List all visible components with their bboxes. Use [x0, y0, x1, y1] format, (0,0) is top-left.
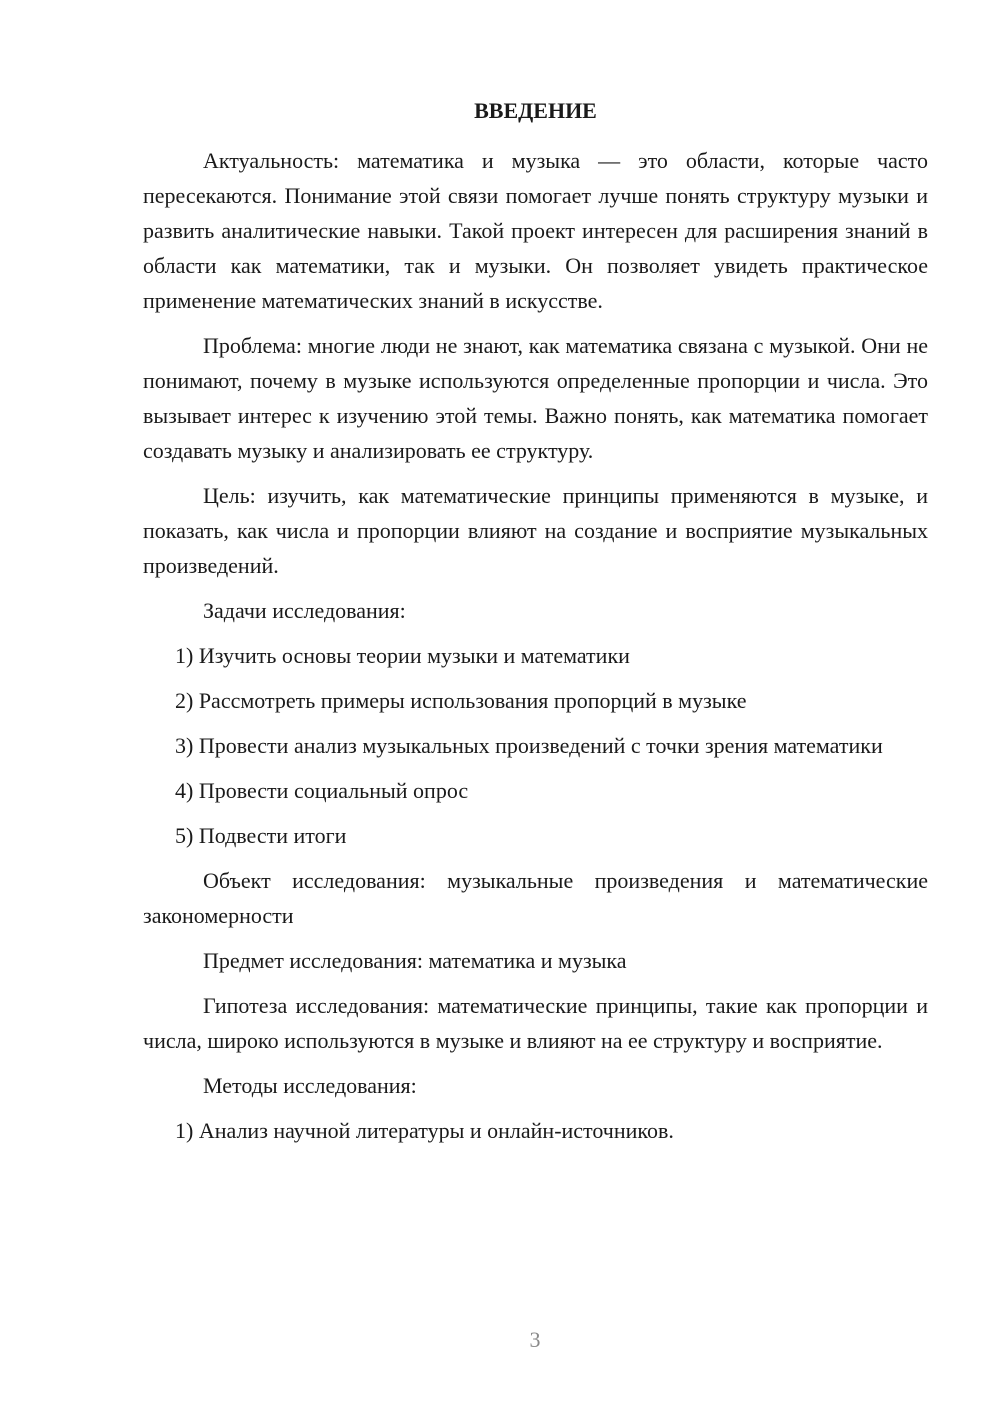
section-title: ВВЕДЕНИЕ [474, 98, 597, 123]
task-item: 5) Подвести итоги [175, 823, 347, 848]
task-item: 2) Рассмотреть примеры использования пропорций в музыке [175, 688, 747, 713]
methods-heading: Методы исследования: [203, 1073, 417, 1098]
subject-paragraph: Предмет исследования: математика и музыка [203, 948, 627, 973]
relevance-paragraph: Актуальность: математика и музыка — это области, которые часто пересекаются. Понимание этой связи помогает лучше понять структуру музыки и развить аналитические навыки. Такой проект интересен для расширения знаний в области как математики, так и музыки. Он позволяет увидеть практическое применение математических знаний в искусстве. [143, 148, 928, 313]
goal-paragraph: Цель: изучить, как математические принципы применяются в музыке, и показать, как числа и пропорции влияют на создание и восприятие музыкальных произведений. [143, 483, 928, 578]
object-paragraph: Объект исследования: музыкальные произведения и математические закономерности [143, 868, 928, 928]
page-body [143, 93, 928, 1158]
page-number: 3 [529, 1327, 541, 1352]
hypothesis-paragraph: Гипотеза исследования: математические принципы, такие как пропорции и числа, широко используются в музыке и влияют на ее структуру и восприятие. [143, 993, 928, 1053]
problem-paragraph: Проблема: многие люди не знают, как математика связана с музыкой. Они не понимают, почему в музыке используются определенные пропорции и числа. Это вызывает интерес к изучению этой темы. Важно понять, как математика помогает создавать музыку и анализировать ее структуру. [143, 333, 928, 463]
task-item: 3) Провести анализ музыкальных произведений с точки зрения математики [175, 733, 883, 758]
method-item: 1) Анализ научной литературы и онлайн-источников. [175, 1118, 674, 1143]
task-item: 4) Провести социальный опрос [175, 778, 469, 803]
tasks-heading: Задачи исследования: [203, 598, 406, 623]
task-item: 1) Изучить основы теории музыки и математики [175, 643, 630, 668]
